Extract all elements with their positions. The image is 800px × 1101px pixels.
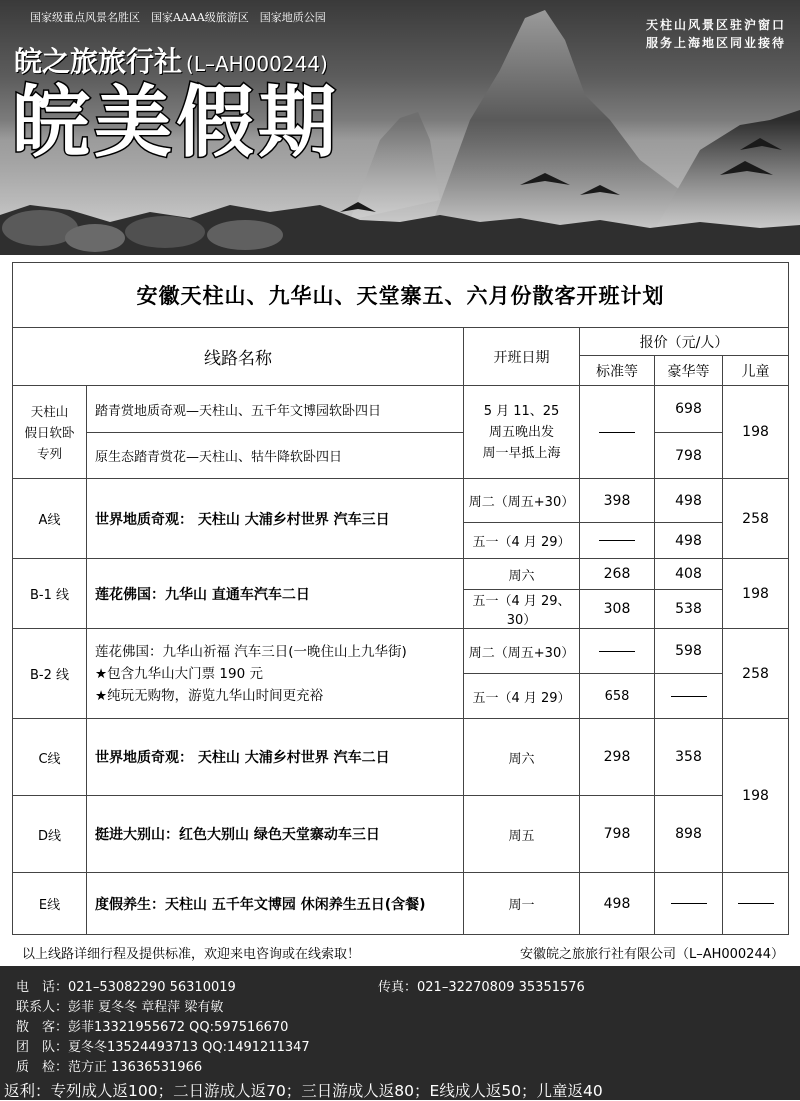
child-price: 258 (723, 629, 789, 719)
route-category: C线 (13, 719, 87, 796)
route-name: 世界地质奇观： 天柱山 大浦乡村世界 汽车三日 (87, 479, 464, 559)
table-title: 安徽天柱山、九华山、天堂寨五、六月份散客开班计划 (13, 263, 789, 328)
qc-row (16, 1056, 202, 1075)
schedule-table (12, 262, 789, 935)
standard-price: 398 (580, 479, 655, 523)
header-start-date: 开班日期 (464, 328, 580, 386)
service-window-note (646, 16, 786, 52)
qc-label: 质 检： (16, 1060, 69, 1075)
category-line: 假日软卧 (24, 424, 75, 440)
phone-row (16, 976, 236, 995)
route-category: A线 (13, 479, 87, 559)
table-row (13, 629, 789, 674)
contact-people: 彭菲 夏冬冬 章程萍 梁有敏 (68, 1000, 224, 1015)
deluxe-price: 498 (655, 479, 723, 523)
table-row (13, 386, 789, 433)
route-line: ★包含九华山大门票 190 元 (95, 665, 263, 682)
standard-price-none (580, 629, 655, 674)
date-line: 周一早抵上海 (482, 445, 561, 461)
route-name: 莲花佛国：九华山 直通车汽车二日 (87, 559, 464, 629)
group-row (16, 1036, 310, 1055)
table-row (13, 873, 789, 935)
service-window-note-line: 服务上海地区同业接待 (645, 36, 786, 50)
child-price: 198 (723, 719, 789, 873)
qc-contact[interactable]: 范方正 13636531966 (68, 1060, 203, 1075)
individual-label: 散 客： (16, 1020, 69, 1035)
phone-label: 电 话： (16, 980, 69, 995)
header-child: 儿童 (723, 356, 789, 386)
start-date: 周六 (464, 559, 580, 590)
dash-mark (599, 540, 635, 541)
contact-people-row (16, 996, 223, 1015)
route-name: 原生态踏青赏花—天柱山、牯牛降软卧四日 (87, 433, 464, 479)
deluxe-price-none (655, 674, 723, 719)
table-row (13, 559, 789, 590)
table-row (13, 433, 789, 479)
deluxe-price: 798 (655, 433, 723, 479)
phone-number[interactable]: 021–53082290 56310019 (68, 980, 236, 995)
standard-price: 658 (580, 674, 655, 719)
start-date: 五一（4 月 29） (464, 523, 580, 559)
route-name: 踏青赏地质奇观—天柱山、五千年文博园软卧四日 (87, 386, 464, 433)
deluxe-price: 538 (655, 590, 723, 629)
promo-title: 皖美假期 (12, 78, 341, 168)
date-line: 周五晚出发 (488, 424, 554, 440)
contact-panel (0, 966, 800, 1100)
header-route-name: 线路名称 (13, 328, 464, 386)
service-window-note-line: 天柱山风景区驻沪窗口 (645, 18, 786, 32)
standard-price-none (580, 523, 655, 559)
start-date: 周二（周五+30） (464, 629, 580, 674)
route-category: B-2 线 (13, 629, 87, 719)
route-name: 度假养生：天柱山 五千年文博园 休闲养生五日(含餐) (87, 873, 464, 935)
route-category: E线 (13, 873, 87, 935)
header-price: 报价（元/人） (580, 328, 789, 356)
deluxe-price: 698 (655, 386, 723, 433)
standard-price: 268 (580, 559, 655, 590)
standard-price: 498 (580, 873, 655, 935)
route-line: ★纯玩无购物，游览九华山时间更充裕 (95, 687, 324, 704)
fax-label: 传真： (378, 980, 418, 995)
group-contact[interactable]: 夏冬冬13524493713 QQ:1491211347 (68, 1040, 310, 1055)
route-line: 莲花佛国：九华山祈福 汽车三日(一晚住山上九华街) (95, 643, 407, 660)
route-name: 世界地质奇观： 天柱山 大浦乡村世界 汽车二日 (87, 719, 464, 796)
dash-mark (671, 696, 707, 697)
category-line: 专列 (36, 445, 62, 461)
route-category: D线 (13, 796, 87, 873)
deluxe-price: 598 (655, 629, 723, 674)
date-line: 5 月 11、25 (483, 403, 560, 419)
people-label: 联系人： (16, 1000, 69, 1015)
table-row (13, 479, 789, 523)
deluxe-price: 358 (655, 719, 723, 796)
category-line: 天柱山 (30, 403, 69, 419)
route-name: 挺进大别山：红色大别山 绿色天堂寨动车三日 (87, 796, 464, 873)
child-price: 198 (723, 386, 789, 479)
agency-name (14, 40, 328, 80)
individual-contact[interactable]: 彭菲13321955672 QQ:597516670 (68, 1020, 289, 1035)
start-date: 周五 (464, 796, 580, 873)
fax-number: 021–32270809 35351576 (417, 980, 585, 995)
dash-mark (738, 903, 774, 904)
start-date: 周六 (464, 719, 580, 796)
rebate-note: 返利：专列成人返100；二日游成人返70；三日游成人返80；E线成人返50；儿童返40 (4, 1082, 603, 1100)
header-banner (0, 0, 800, 255)
start-date: 五一（4 月 29） (464, 674, 580, 719)
dash-mark (599, 651, 635, 652)
start-date: 周二（周五+30） (464, 479, 580, 523)
route-name (87, 629, 464, 719)
standard-price: 798 (580, 796, 655, 873)
deluxe-price: 898 (655, 796, 723, 873)
standard-price-none (580, 386, 655, 479)
child-price: 198 (723, 559, 789, 629)
deluxe-price: 408 (655, 559, 723, 590)
table-row (13, 719, 789, 796)
fax-row (378, 976, 585, 995)
standard-price: 298 (580, 719, 655, 796)
designation-tags: 国家级重点风景名胜区 国家AAAA级旅游区 国家地质公园 (30, 11, 326, 24)
dash-mark (671, 903, 707, 904)
footer-note-right: 安徽皖之旅旅行社有限公司（L–AH000244） (519, 947, 784, 962)
group-label: 团 队： (16, 1040, 69, 1055)
agency-name-text: 皖之旅旅行社 (14, 45, 183, 78)
route-category: B-1 线 (13, 559, 87, 629)
deluxe-price: 498 (655, 523, 723, 559)
deluxe-price-none (655, 873, 723, 935)
footer-note-left: 以上线路详细行程及提供标准，欢迎来电咨询或在线索取！ (22, 947, 361, 962)
dash-mark (599, 432, 635, 433)
child-price-none (723, 873, 789, 935)
header-standard: 标准等 (580, 356, 655, 386)
start-date: 周一 (464, 873, 580, 935)
standard-price: 308 (580, 590, 655, 629)
agency-license: (L–AH000244) (186, 52, 328, 76)
start-date (464, 386, 580, 479)
child-price: 258 (723, 479, 789, 559)
individual-row (16, 1016, 288, 1035)
route-category (13, 386, 87, 479)
start-date: 五一（4 月 29、30） (464, 590, 580, 629)
footer-note (22, 943, 784, 962)
table-row (13, 796, 789, 873)
header-deluxe: 豪华等 (655, 356, 723, 386)
